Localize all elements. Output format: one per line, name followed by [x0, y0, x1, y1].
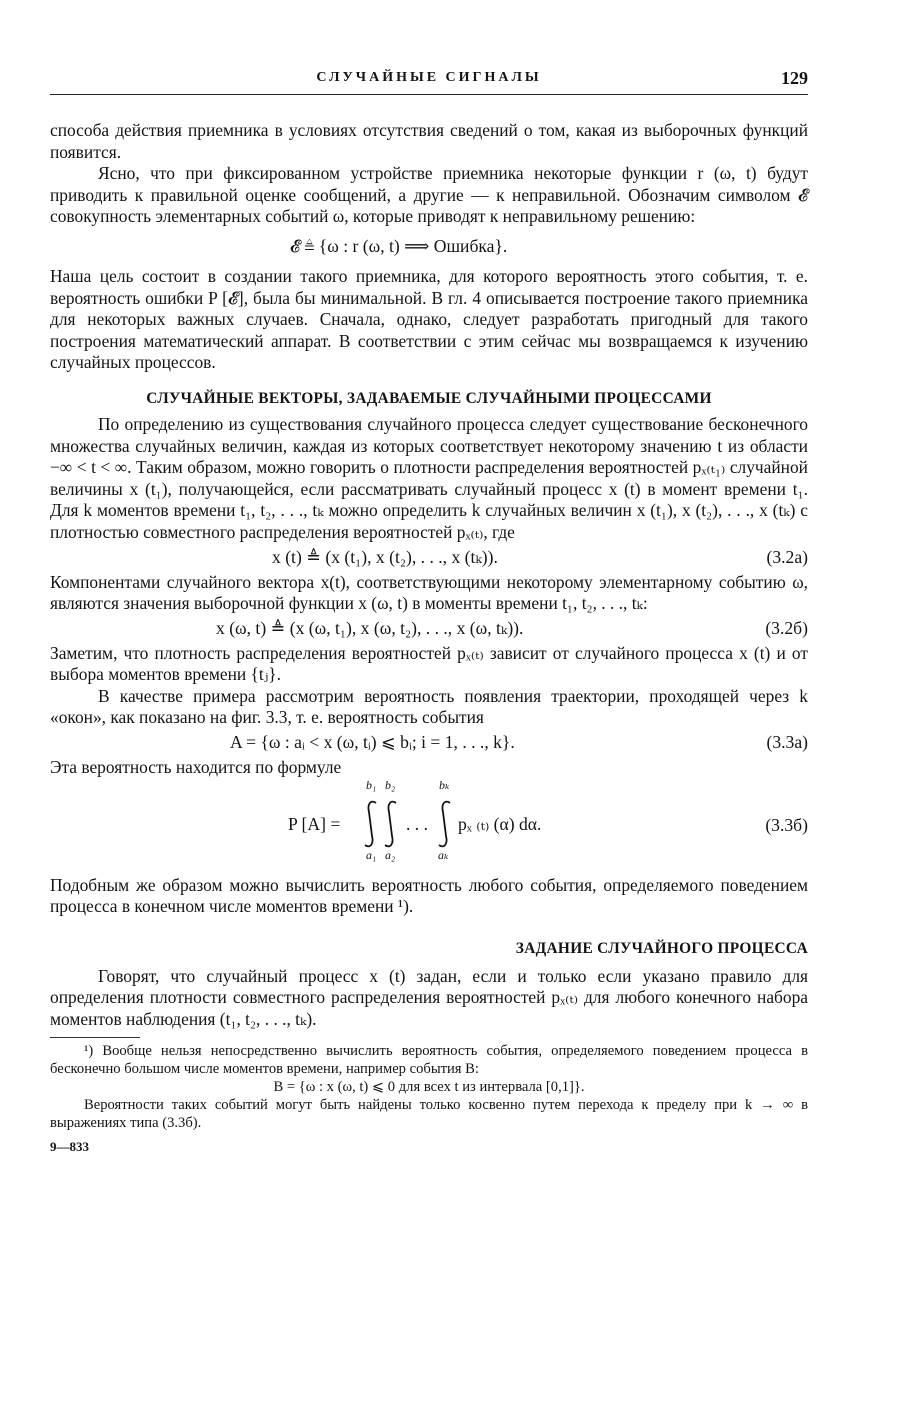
paragraph-7: В качестве примера рассмотрим вероятность появления траектории, проходящей через k «окон», как показано на фиг. 3.3, т. е. вероятность события — [50, 685, 808, 728]
section-heading-1: СЛУЧАЙНЫЕ ВЕКТОРЫ, ЗАДАВАЕМЫЕ СЛУЧАЙНЫМИ ПРОЦЕССАМИ — [146, 389, 712, 407]
equation-3-3a — [50, 729, 808, 757]
paragraph-9: Подобным же образом можно вычислить вероятность любого события, определяемого поведением процесса в конечном числе моментов времени ¹). — [50, 874, 808, 917]
equation-error-event-expr: 𝓔 ≜ {ω : r (ω, t) ⟹ Ошибка}. — [290, 235, 508, 256]
running-title: СЛУЧАЙНЫЕ СИГНАЛЫ — [316, 70, 542, 85]
paragraph-1: способа действия приемника в условиях отсутствия сведений о том, какая из выборочных функций появится. — [50, 120, 808, 162]
upper-limit-2: b₂ — [385, 777, 396, 792]
equation-3-3a-number: (3.3а) — [766, 732, 808, 753]
section-heading-2-wrap — [50, 918, 808, 966]
equation-3-2a-number: (3.2а) — [766, 546, 808, 567]
footnote-text-2: Вероятности таких событий могут быть найдены только косвенно путем перехода к пределу при k → ∞ в выражениях типа (3.3б). — [50, 1097, 808, 1132]
footnote-formula: B = {ω : x (ω, t) ⩽ 0 для всех t из интервала [0,1]}. — [273, 1079, 585, 1096]
paragraph-5: Компонентами случайного вектора x(t), соответствующими некоторому элементарному событию ω, являются значения выборочной функции x (ω, t) в моменты времени t₁, t₂, . . ., tₖ: — [50, 571, 808, 614]
page-body — [50, 120, 808, 1155]
integral-sign-k — [439, 801, 450, 846]
equation-3-2a — [50, 544, 808, 572]
paragraph-6: Заметим, что плотность распределения вероятностей pₓ₍ₜ₎ зависит от случайного процесса x (t) и от выбора моментов времени {tⱼ}. — [50, 642, 808, 685]
paragraph-3: Наша цель состоит в создании такого приемника, для которого вероятность этого события, т. е. вероятность ошибки P [𝓔], была бы минимальной. В гл. 4 описывается построение такого приемника для некоторых важных случаев. Сначала, однако, следует разработать пригодный для такого построения математический аппарат. В соответствии с этим сейчас мы возвращаемся к изучению случайных процессов. — [50, 265, 808, 373]
paragraph-8: Эта вероятность находится по формуле — [50, 757, 342, 778]
lower-limit-2: a₂ — [385, 847, 396, 862]
printer-signature: 9—833 — [50, 1138, 89, 1154]
section-heading-2: ЗАДАНИЕ СЛУЧАЙНОГО ПРОЦЕССА — [515, 939, 808, 957]
paragraph-10: Говорят, что случайный процесс x (t) задан, если и только если указано правило для определения плотности совместного распределения вероятностей pₓ₍ₜ₎ для любого конечного набора моментов наблюдения (t₁, t₂, . . ., tₖ). — [50, 965, 808, 1030]
paragraph-2: Ясно, что при фиксированном устройстве приемника некоторые функции r (ω, t) будут приводить к правильной оценке сообщений, а другие — к неправильной. Обозначим символом 𝓔 совокупность элементарных событий ω, которые приводят к неправильному решению: — [50, 163, 808, 227]
integrand: pₓ ₍ₜ₎ (α) dα. — [458, 813, 542, 834]
equation-error-event — [50, 228, 808, 266]
page-number: 129 — [781, 68, 808, 88]
section-heading-1-wrap — [50, 374, 808, 414]
equation-3-3b-number: (3.3б) — [765, 814, 808, 835]
integral-formula — [50, 779, 650, 861]
equation-3-2a-expr: x (t) ≜ (x (t₁), x (t₂), . . ., x (tₖ)). — [272, 546, 498, 567]
footnote-text-1: ¹) Вообще нельзя непосредственно вычислить вероятность события, определяемого поведением процесса в бесконечно большом числе моментов времени, например события B: — [50, 1042, 808, 1077]
equation-3-3a-expr: A = {ω : aᵢ < x (ω, tᵢ) ⩽ bᵢ; i = 1, . . ., k}. — [230, 732, 515, 753]
lower-limit-1: a₁ — [366, 847, 377, 862]
equation-3-2b-expr: x (ω, t) ≜ (x (ω, t₁), x (ω, t₂), . . ., x (ω, tₖ)). — [216, 617, 524, 638]
lower-limit-k: aₖ — [438, 847, 449, 862]
equation-3-2b-number: (3.2б) — [765, 617, 808, 638]
integral-sign-1 — [365, 801, 376, 846]
upper-limit-1: b₁ — [366, 777, 377, 792]
integral-lhs: P [A] = — [288, 813, 341, 834]
paragraph-4: По определению из существования случайного процесса следует существование бесконечного множества случайных величин, каждая из которых соответствует некоторому значению t из области −∞ < t < ∞. Таким образом, можно говорить о плотности распределения вероятностей pₓ₍ₜ₁₎ случайной величины x (t₁), получающейся, если рассматривать случайный процесс x (t) в момент времени t₁. Для k моментов времени t₁, t₂, . . ., tₖ можно определить k случайных величин x (t₁), x (t₂), . . ., x (tₖ) с плотностью совместного распределения вероятностей pₓ₍ₜ₎, где — [50, 413, 808, 542]
integral-dots: . . . — [406, 813, 428, 834]
equation-3-3b — [50, 779, 808, 861]
equation-3-2b — [50, 615, 808, 643]
integral-sign-2 — [385, 801, 396, 846]
upper-limit-k: bₖ — [439, 777, 450, 792]
running-header — [50, 64, 808, 95]
